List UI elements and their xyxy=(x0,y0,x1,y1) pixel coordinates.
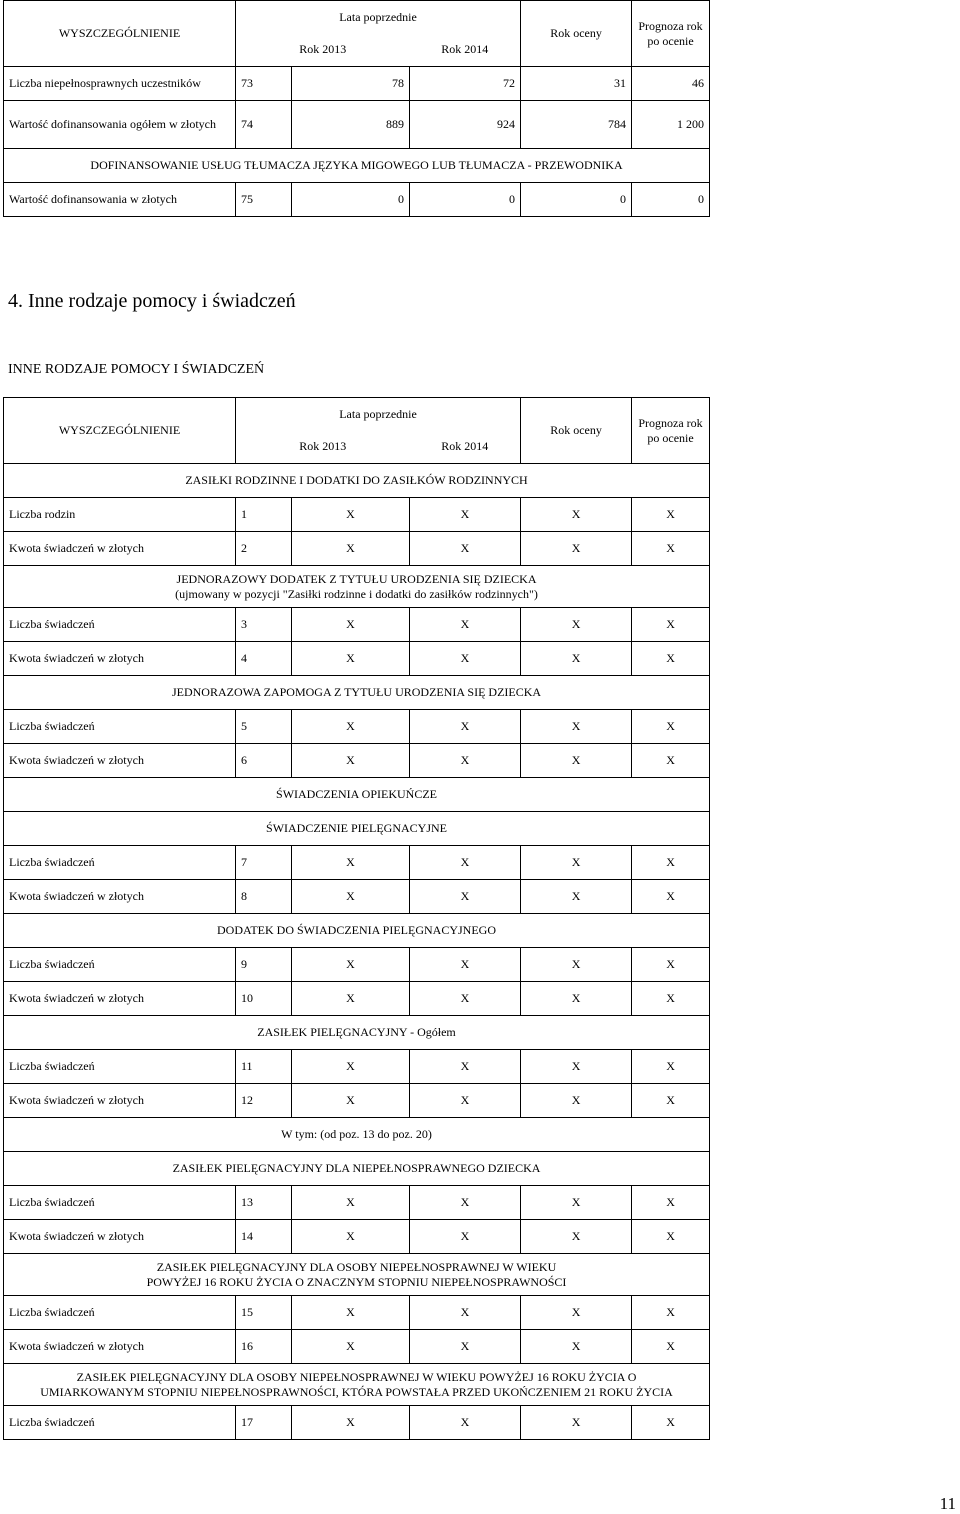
cell-value: X xyxy=(521,1050,632,1084)
cell-value: X xyxy=(521,608,632,642)
cell-value: X xyxy=(410,1406,521,1440)
cell-value: X xyxy=(292,880,410,914)
table-row xyxy=(4,1186,710,1220)
table-row xyxy=(4,608,710,642)
cell-value: X xyxy=(292,1330,410,1364)
cell-value: X xyxy=(410,532,521,566)
cell-value: X xyxy=(632,744,710,778)
cell-value: X xyxy=(292,1084,410,1118)
table-row xyxy=(4,1050,710,1084)
section-title: 4. Inne rodzaje pomocy i świadczeń xyxy=(8,290,296,312)
cell-value: X xyxy=(521,532,632,566)
table-row xyxy=(4,880,710,914)
section-header-line: ZASIŁEK PIELĘGNACYJNY DLA NIEPEŁNOSPRAWNEGO DZIECKA xyxy=(172,1161,541,1175)
row-number: 4 xyxy=(236,642,292,676)
section-header-line: (ujmowany w pozycji "Zasiłki rodzinne i dodatki do zasiłków rodzinnych") xyxy=(175,586,538,601)
table-row xyxy=(4,532,710,566)
table-row xyxy=(4,1296,710,1330)
header-year-2013: Rok 2013 xyxy=(236,34,410,67)
cell-value: X xyxy=(292,1186,410,1220)
assistance-table-top xyxy=(3,0,710,217)
header-year-2014: Rok 2014 xyxy=(410,34,521,67)
cell-value: X xyxy=(292,498,410,532)
cell-value: X xyxy=(292,1296,410,1330)
section-header-line: ZASIŁEK PIELĘGNACYJNY - Ogółem xyxy=(257,1025,456,1039)
row-label: Kwota świadczeń w złotych xyxy=(4,1330,236,1364)
row-label: Kwota świadczeń w złotych xyxy=(4,982,236,1016)
row-label: Kwota świadczeń w złotych xyxy=(4,532,236,566)
cell-value: X xyxy=(410,846,521,880)
row-label: Liczba niepełnosprawnych uczestników xyxy=(4,67,236,101)
cell-value: X xyxy=(521,1186,632,1220)
cell-value: 0 xyxy=(292,183,410,217)
cell-value: X xyxy=(292,744,410,778)
table-row xyxy=(4,1084,710,1118)
cell-value: X xyxy=(292,532,410,566)
row-label: Liczba świadczeń xyxy=(4,1186,236,1220)
cell-value: X xyxy=(410,642,521,676)
cell-value: X xyxy=(521,1406,632,1440)
row-label: Liczba świadczeń xyxy=(4,1406,236,1440)
row-label: Liczba świadczeń xyxy=(4,1296,236,1330)
section-header xyxy=(4,1152,710,1186)
cell-value: X xyxy=(410,1050,521,1084)
cell-value: X xyxy=(292,982,410,1016)
cell-value: X xyxy=(632,1330,710,1364)
cell-value: X xyxy=(292,948,410,982)
cell-value: X xyxy=(292,608,410,642)
cell-value: 78 xyxy=(292,67,410,101)
cell-value: X xyxy=(632,1296,710,1330)
row-number: 1 xyxy=(236,498,292,532)
table-row xyxy=(4,67,710,101)
cell-value: X xyxy=(632,846,710,880)
section-header-line: UMIARKOWANYM STOPNIU NIEPEŁNOSPRAWNOŚCI, KTÓRA POWSTAŁA PRZED UKOŃCZENIEM 21 ROKU ŻYCIA xyxy=(40,1384,673,1399)
row-label: Liczba świadczeń xyxy=(4,948,236,982)
row-number: 12 xyxy=(236,1084,292,1118)
cell-value: 889 xyxy=(292,101,410,149)
section-header-line: ŚWIADCZENIE PIELĘGNACYJNE xyxy=(266,821,447,835)
table-row xyxy=(4,498,710,532)
row-number: 74 xyxy=(236,101,292,149)
cell-value: X xyxy=(632,1406,710,1440)
cell-value: 0 xyxy=(410,183,521,217)
header-eval-year: Rok oceny xyxy=(521,398,632,464)
table-row xyxy=(4,744,710,778)
table-row xyxy=(4,948,710,982)
cell-value: X xyxy=(410,1186,521,1220)
cell-value: X xyxy=(410,608,521,642)
cell-value: X xyxy=(521,948,632,982)
cell-value: 784 xyxy=(521,101,632,149)
row-number: 13 xyxy=(236,1186,292,1220)
section-header-line: ZASIŁEK PIELĘGNACYJNY DLA OSOBY NIEPEŁNOSPRAWNEJ W WIEKU POWYŻEJ 16 ROKU ŻYCIA O xyxy=(76,1369,637,1384)
cell-value: 31 xyxy=(521,67,632,101)
cell-value: X xyxy=(521,1084,632,1118)
row-label: Wartość dofinansowania ogółem w złotych xyxy=(4,101,236,149)
table-row xyxy=(4,1220,710,1254)
row-number: 14 xyxy=(236,1220,292,1254)
cell-value: 72 xyxy=(410,67,521,101)
table-row xyxy=(4,710,710,744)
header-forecast: Prognoza rok po ocenie xyxy=(632,398,710,464)
section-header-line: JEDNORAZOWA ZAPOMOGA Z TYTUŁU URODZENIA SIĘ DZIECKA xyxy=(171,685,542,699)
table-row xyxy=(4,101,710,149)
cell-value: X xyxy=(632,1050,710,1084)
cell-value: X xyxy=(632,710,710,744)
row-number: 11 xyxy=(236,1050,292,1084)
header-col1: WYSZCZEGÓLNIENIE xyxy=(4,398,236,464)
cell-value: X xyxy=(521,880,632,914)
header-prev-years: Lata poprzednie xyxy=(236,1,521,34)
page-number: 11 xyxy=(939,1494,956,1513)
section-header xyxy=(4,914,710,948)
cell-value: X xyxy=(521,1220,632,1254)
section-header-line: POWYŻEJ 16 ROKU ŻYCIA O ZNACZNYM STOPNIU NIEPEŁNOSPRAWNOŚCI xyxy=(146,1274,567,1289)
cell-value: X xyxy=(410,1084,521,1118)
section-header xyxy=(4,1118,710,1152)
cell-value: X xyxy=(521,846,632,880)
cell-value: X xyxy=(410,710,521,744)
cell-value: X xyxy=(632,1220,710,1254)
cell-value: X xyxy=(632,498,710,532)
section-header xyxy=(4,1364,710,1406)
row-label: Kwota świadczeń w złotych xyxy=(4,1220,236,1254)
cell-value: X xyxy=(521,642,632,676)
section-header xyxy=(4,464,710,498)
header-forecast: Prognoza rok po ocenie xyxy=(632,1,710,67)
header-year-2014: Rok 2014 xyxy=(410,431,521,464)
cell-value: X xyxy=(410,744,521,778)
row-number: 7 xyxy=(236,846,292,880)
row-label: Liczba świadczeń xyxy=(4,1050,236,1084)
section-header-line: ŚWIADCZENIA OPIEKUŃCZE xyxy=(276,787,438,801)
cell-value: X xyxy=(632,1084,710,1118)
row-number: 75 xyxy=(236,183,292,217)
cell-value: 46 xyxy=(632,67,710,101)
row-number: 6 xyxy=(236,744,292,778)
cell-value: X xyxy=(410,1296,521,1330)
row-label: Liczba świadczeń xyxy=(4,846,236,880)
row-number: 10 xyxy=(236,982,292,1016)
section-header: DOFINANSOWANIE USŁUG TŁUMACZA JĘZYKA MIGOWEGO LUB TŁUMACZA - PRZEWODNIKA xyxy=(4,149,710,183)
cell-value: 0 xyxy=(521,183,632,217)
table-row xyxy=(4,183,710,217)
row-label: Kwota świadczeń w złotych xyxy=(4,642,236,676)
row-number: 9 xyxy=(236,948,292,982)
table-row xyxy=(4,982,710,1016)
row-number: 3 xyxy=(236,608,292,642)
header-col1: WYSZCZEGÓLNIENIE xyxy=(4,1,236,67)
cell-value: X xyxy=(521,1330,632,1364)
cell-value: X xyxy=(292,710,410,744)
table-row xyxy=(4,1406,710,1440)
table-row xyxy=(4,846,710,880)
row-number: 73 xyxy=(236,67,292,101)
section-header xyxy=(4,1254,710,1296)
cell-value: 0 xyxy=(632,183,710,217)
cell-value: X xyxy=(632,532,710,566)
cell-value: X xyxy=(292,1406,410,1440)
cell-value: X xyxy=(292,1220,410,1254)
row-label: Wartość dofinansowania w złotych xyxy=(4,183,236,217)
section-header xyxy=(4,566,710,608)
cell-value: X xyxy=(410,1220,521,1254)
cell-value: X xyxy=(632,1186,710,1220)
cell-value: X xyxy=(410,948,521,982)
row-label: Kwota świadczeń w złotych xyxy=(4,744,236,778)
cell-value: X xyxy=(632,982,710,1016)
header-eval-year: Rok oceny xyxy=(521,1,632,67)
row-number: 5 xyxy=(236,710,292,744)
cell-value: X xyxy=(292,642,410,676)
cell-value: X xyxy=(632,948,710,982)
row-label: Kwota świadczeń w złotych xyxy=(4,880,236,914)
row-number: 8 xyxy=(236,880,292,914)
section-header xyxy=(4,1016,710,1050)
cell-value: X xyxy=(521,744,632,778)
cell-value: X xyxy=(292,846,410,880)
cell-value: X xyxy=(521,498,632,532)
row-number: 2 xyxy=(236,532,292,566)
section-header xyxy=(4,778,710,812)
section-header xyxy=(4,812,710,846)
section-header-line: W tym: (od poz. 13 do poz. 20) xyxy=(281,1127,432,1141)
row-label: Kwota świadczeń w złotych xyxy=(4,1084,236,1118)
section-header xyxy=(4,676,710,710)
header-year-2013: Rok 2013 xyxy=(236,431,410,464)
table-row xyxy=(4,642,710,676)
cell-value: X xyxy=(632,608,710,642)
row-number: 17 xyxy=(236,1406,292,1440)
row-number: 15 xyxy=(236,1296,292,1330)
benefits-table xyxy=(3,397,710,1440)
cell-value: X xyxy=(521,1296,632,1330)
cell-value: 1 200 xyxy=(632,101,710,149)
section-header-line: DODATEK DO ŚWIADCZENIA PIELĘGNACYJNEGO xyxy=(217,923,496,937)
cell-value: X xyxy=(292,1050,410,1084)
section-header-line: JEDNORAZOWY DODATEK Z TYTUŁU URODZENIA SIĘ DZIECKA xyxy=(176,571,537,586)
cell-value: X xyxy=(632,642,710,676)
cell-value: X xyxy=(521,710,632,744)
section-header-line: ZASIŁEK PIELĘGNACYJNY DLA OSOBY NIEPEŁNOSPRAWNEJ W WIEKU xyxy=(156,1259,557,1274)
row-number: 16 xyxy=(236,1330,292,1364)
cell-value: X xyxy=(410,880,521,914)
cell-value: 924 xyxy=(410,101,521,149)
row-label: Liczba świadczeń xyxy=(4,608,236,642)
table-row xyxy=(4,1330,710,1364)
cell-value: X xyxy=(410,982,521,1016)
header-prev-years: Lata poprzednie xyxy=(236,398,521,431)
subsection-title: INNE RODZAJE POMOCY I ŚWIADCZEŃ xyxy=(8,362,265,377)
cell-value: X xyxy=(410,498,521,532)
row-label: Liczba świadczeń xyxy=(4,710,236,744)
cell-value: X xyxy=(521,982,632,1016)
cell-value: X xyxy=(410,1330,521,1364)
section-header-line: ZASIŁKI RODZINNE I DODATKI DO ZASIŁKÓW RODZINNYCH xyxy=(185,473,528,487)
cell-value: X xyxy=(632,880,710,914)
row-label: Liczba rodzin xyxy=(4,498,236,532)
